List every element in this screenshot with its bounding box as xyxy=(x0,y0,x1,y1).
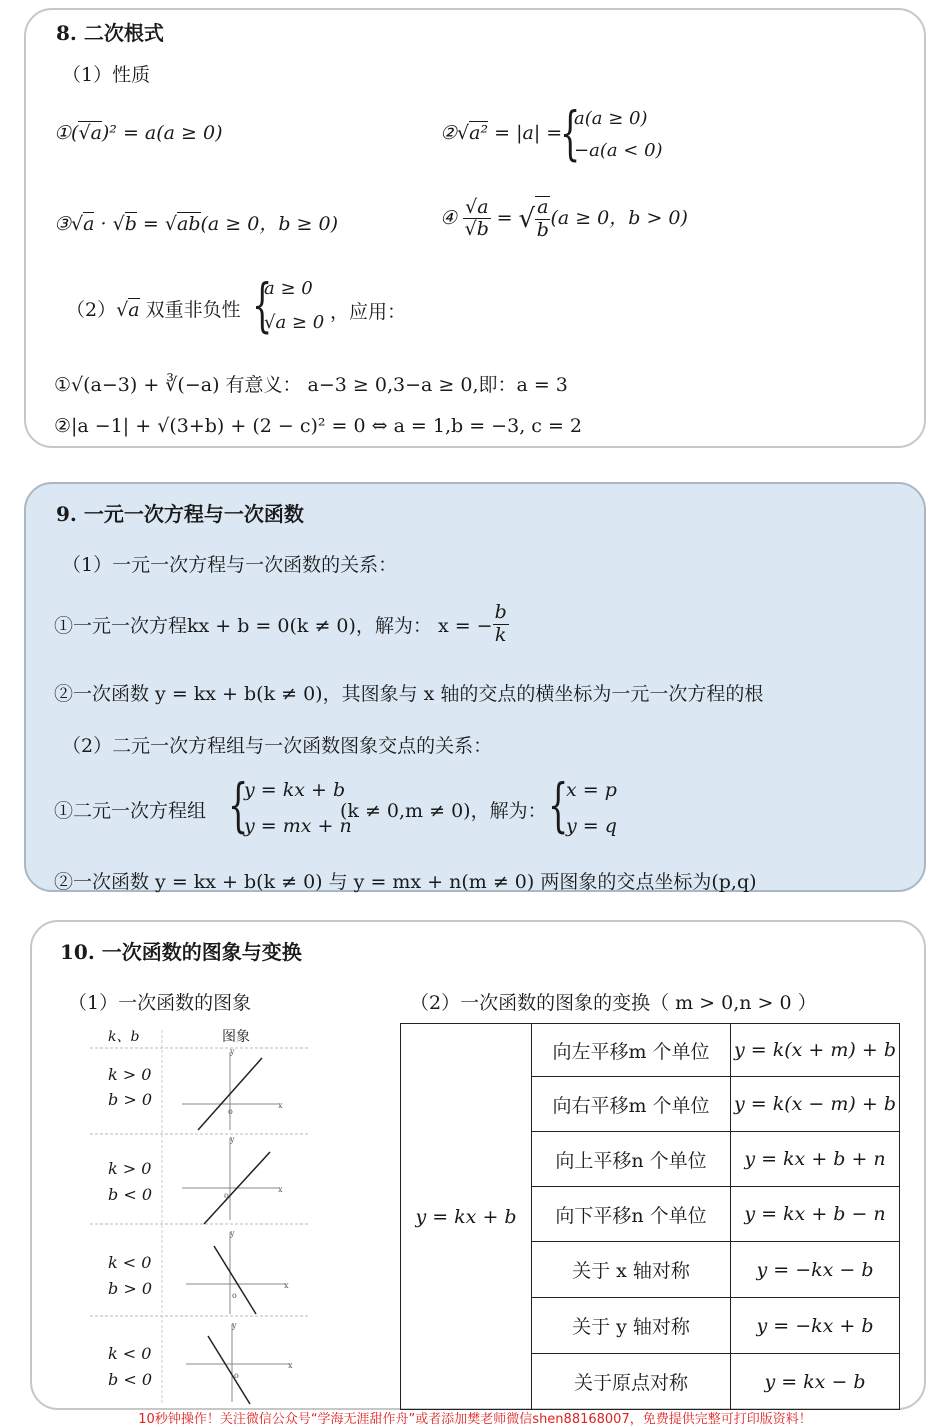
svg-text:o: o xyxy=(234,1371,239,1380)
section-9-title: 9. 一元一次方程与一次函数 xyxy=(56,502,304,526)
transform-op-cell: 向右平移m 个单位 xyxy=(532,1077,731,1132)
graph-3-k: k < 0 xyxy=(108,1253,152,1272)
s9-part-2-heading: （2）二元一次方程组与一次函数图象交点的关系： xyxy=(62,735,493,757)
s8-application-1: ①√(a−3) + ∛(−a) 有意义： a−3 ≥ 0,3−a ≥ 0,即：a = 3 xyxy=(54,374,568,396)
s8-application-2: ②|a −1| + √(3+b) + (2 − c)² = 0 ⇔ a = 1,b = −3, c = 2 xyxy=(54,415,583,437)
s9-line-3-prefix: ①二元一次方程组 xyxy=(54,800,207,822)
svg-text:o: o xyxy=(228,1107,233,1116)
s8-property-heading: （1）性质 xyxy=(62,64,151,86)
s8-formula-4: ④ $\frac{√a}{√b}$ = √ $\frac{a}{b}$ (a ≥ 0，b > 0) xyxy=(440,195,688,241)
transform-result-cell: y = −kx + b xyxy=(731,1298,900,1354)
graph-header-kb: k、b xyxy=(108,1029,140,1045)
s8-nonneg-line: （2）√a 双重非负性 xyxy=(66,299,241,321)
s8-f2-case-2: −a(a < 0) xyxy=(574,140,663,161)
transform-result-cell: y = kx + b − n xyxy=(731,1187,900,1242)
svg-text:x: x xyxy=(288,1361,293,1370)
graph-1-b: b > 0 xyxy=(108,1090,152,1109)
s8-p2-application: ，应用： xyxy=(330,301,407,323)
s9-l3-brace: { xyxy=(228,771,249,839)
s10-part-2-heading: （2）一次函数的图象的变换（ m > 0,n > 0 ） xyxy=(410,992,817,1014)
svg-text:x: x xyxy=(278,1101,283,1110)
s8-p2-case-2: √a ≥ 0 xyxy=(264,312,325,333)
s9-part-1-heading: （1）一元一次方程与一次函数的关系： xyxy=(62,554,398,576)
svg-text:x: x xyxy=(284,1281,289,1290)
s9-l3-solution-1: x = p xyxy=(566,779,617,801)
graph-4-k: k < 0 xyxy=(108,1344,152,1363)
svg-text:y: y xyxy=(230,1135,235,1144)
graph-3-b: b > 0 xyxy=(108,1279,152,1298)
s8-formula-2: ②√a² = |a| = xyxy=(440,122,563,144)
svg-text:x: x xyxy=(278,1185,283,1194)
s8-formula-3: ③√a · √b = √ab(a ≥ 0，b ≥ 0) xyxy=(54,213,338,235)
s10-part-1-heading: （1）一次函数的图象 xyxy=(68,992,252,1014)
s8-p2-brace: { xyxy=(252,271,273,339)
s8-f2-brace: { xyxy=(560,99,581,167)
transform-op-cell: 关于原点对称 xyxy=(532,1354,731,1410)
s9-line-4: ②一次函数 y = kx + b(k ≠ 0) 与 y = mx + n(m ≠ 0) 两图象的交点坐标为(p,q) xyxy=(54,871,757,893)
transform-op-cell: 向左平移m 个单位 xyxy=(532,1024,731,1077)
transform-table xyxy=(400,1023,900,1410)
s9-line-1: ①一元一次方程kx + b = 0(k ≠ 0)，解为： x = − $\frac{b}{k}$ xyxy=(54,601,507,646)
graph-2 xyxy=(182,1135,283,1224)
graph-header-image: 图象 xyxy=(222,1029,250,1045)
s8-p2-case-1: a ≥ 0 xyxy=(264,278,313,299)
graph-2-b: b < 0 xyxy=(108,1185,152,1204)
graph-1 xyxy=(182,1047,283,1130)
graph-1-k: k > 0 xyxy=(108,1065,152,1084)
section-10-title: 10. 一次函数的图象与变换 xyxy=(60,940,302,964)
s9-l3-eq-2: y = mx + n xyxy=(244,815,352,837)
transform-op-cell: 关于 x 轴对称 xyxy=(532,1242,731,1298)
graph-3 xyxy=(186,1229,289,1314)
transform-result-cell: y = kx + b + n xyxy=(731,1132,900,1187)
transform-result-cell: y = k(x − m) + b xyxy=(731,1077,900,1132)
base-function-cell: y = kx + b xyxy=(401,1024,532,1410)
s9-l3-eq-1: y = kx + b xyxy=(244,779,346,801)
transform-op-cell: 向下平移n 个单位 xyxy=(532,1187,731,1242)
s9-l3-solution-brace: { xyxy=(548,771,569,839)
svg-text:y: y xyxy=(230,1229,235,1238)
transform-result-cell: y = kx − b xyxy=(731,1354,900,1410)
transform-op-cell: 关于 y 轴对称 xyxy=(532,1298,731,1354)
graph-4 xyxy=(186,1321,293,1404)
svg-text:y: y xyxy=(232,1321,237,1330)
section-8-title: 8. 二次根式 xyxy=(56,21,164,45)
s8-formula-1: ①(√a)² = a(a ≥ 0) xyxy=(54,122,223,144)
footer-notice: 10秒钟操作！关注微信公众号“学海无涯甜作舟”或者添加樊老师微信shen88168007，免费提供完整可打印版资料！ xyxy=(138,1412,812,1427)
s9-line-2: ②一次函数 y = kx + b(k ≠ 0)，其图象与 x 轴的交点的横坐标为一元一次方程的根 xyxy=(54,683,764,705)
transform-result-cell: y = k(x + m) + b xyxy=(731,1024,900,1077)
transform-result-cell: y = −kx − b xyxy=(731,1242,900,1298)
graph-2-k: k > 0 xyxy=(108,1159,152,1178)
s9-l3-condition: (k ≠ 0,m ≠ 0)，解为： xyxy=(340,800,547,822)
svg-text:o: o xyxy=(224,1191,229,1200)
svg-text:y: y xyxy=(230,1047,235,1056)
graph-4-b: b < 0 xyxy=(108,1370,152,1389)
svg-text:o: o xyxy=(232,1291,237,1300)
s9-l3-solution-2: y = q xyxy=(566,815,617,837)
transform-op-cell: 向上平移n 个单位 xyxy=(532,1132,731,1187)
s8-f2-case-1: a(a ≥ 0) xyxy=(574,108,648,129)
